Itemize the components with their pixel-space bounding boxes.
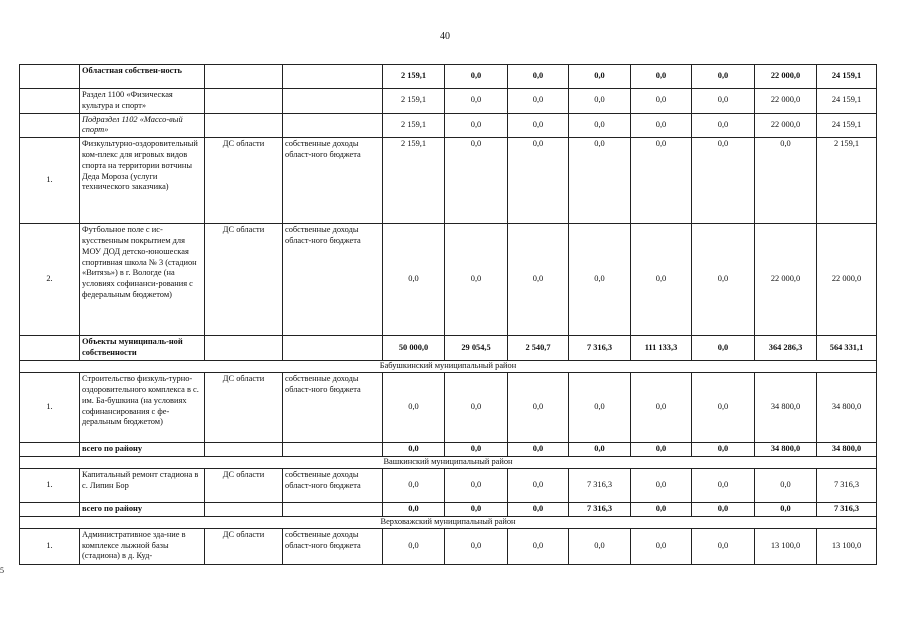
budget-table — [19, 64, 877, 565]
value-cell: 34 800,0 — [817, 373, 877, 443]
value-cell: 0,0 — [631, 528, 692, 564]
value-cell: 0,0 — [445, 468, 508, 502]
value-cell: 0,0 — [445, 89, 508, 114]
value-cell: 0,0 — [755, 468, 817, 502]
value-cell: 24 159,1 — [817, 65, 877, 89]
value-cell: 2 159,1 — [383, 65, 445, 89]
value-cell: 50 000,0 — [383, 336, 445, 361]
funding-source-cell — [283, 65, 383, 89]
row-index — [20, 65, 80, 89]
value-cell: 2 159,1 — [383, 113, 445, 138]
section-row — [20, 361, 877, 373]
value-cell: 564 331,1 — [817, 336, 877, 361]
section-row — [20, 456, 877, 468]
value-cell: 0,0 — [569, 65, 631, 89]
customer-cell: ДС области — [205, 138, 283, 224]
row-index — [20, 336, 80, 361]
value-cell: 22 000,0 — [755, 113, 817, 138]
funding-source-cell — [283, 113, 383, 138]
value-cell: 364 286,3 — [755, 336, 817, 361]
table-row — [20, 468, 877, 502]
value-cell: 0,0 — [445, 528, 508, 564]
value-cell: 0,0 — [692, 336, 755, 361]
value-cell: 0,0 — [692, 224, 755, 336]
table-row — [20, 528, 877, 564]
value-cell: 0,0 — [569, 89, 631, 114]
table-row — [20, 502, 877, 516]
value-cell: 0,0 — [692, 468, 755, 502]
funding-source-cell: собственные доходы област-ного бюджета — [283, 138, 383, 224]
table-row — [20, 89, 877, 114]
value-cell: 0,0 — [569, 373, 631, 443]
funding-source-cell: собственные доходы област-ного бюджета — [283, 373, 383, 443]
value-cell: 0,0 — [631, 113, 692, 138]
table-row — [20, 113, 877, 138]
value-cell: 0,0 — [508, 502, 569, 516]
value-cell: 0,0 — [692, 373, 755, 443]
value-cell: 0,0 — [692, 65, 755, 89]
row-index — [20, 502, 80, 516]
value-cell: 0,0 — [631, 502, 692, 516]
value-cell: 0,0 — [445, 373, 508, 443]
table-body — [20, 65, 877, 565]
value-cell: 0,0 — [569, 528, 631, 564]
customer-cell: ДС области — [205, 224, 283, 336]
value-cell: 0,0 — [445, 224, 508, 336]
row-index: 1. — [20, 373, 80, 443]
page-number: 40 — [440, 31, 450, 42]
value-cell: 0,0 — [569, 224, 631, 336]
table-row — [20, 373, 877, 443]
value-cell: 0,0 — [508, 113, 569, 138]
value-cell: 0,0 — [569, 138, 631, 224]
customer-cell — [205, 89, 283, 114]
customer-cell — [205, 113, 283, 138]
value-cell: 0,0 — [383, 224, 445, 336]
value-cell: 0,0 — [383, 373, 445, 443]
value-cell: 0,0 — [692, 113, 755, 138]
value-cell: 7 316,3 — [569, 336, 631, 361]
customer-cell: ДС области — [205, 373, 283, 443]
funding-source-cell — [283, 502, 383, 516]
value-cell: 0,0 — [631, 443, 692, 457]
funding-source-cell: собственные доходы област-ного бюджета — [283, 224, 383, 336]
value-cell: 0,0 — [692, 528, 755, 564]
value-cell: 0,0 — [755, 138, 817, 224]
customer-cell: ДС области — [205, 528, 283, 564]
customer-cell — [205, 502, 283, 516]
margin-mark: 5 — [0, 566, 4, 575]
object-name: Административное зда-ние в комплексе лыжной базы (стадиона) в д. Куд- — [80, 528, 205, 564]
section-title: Вашкинский муниципальный район — [20, 456, 877, 468]
value-cell: 0,0 — [445, 502, 508, 516]
table-row — [20, 443, 877, 457]
object-name: Капитальный ремонт стадиона в с. Липин Бор — [80, 468, 205, 502]
customer-cell — [205, 336, 283, 361]
value-cell: 7 316,3 — [817, 502, 877, 516]
value-cell: 0,0 — [445, 443, 508, 457]
value-cell: 7 316,3 — [569, 502, 631, 516]
row-index: 1. — [20, 528, 80, 564]
table-row — [20, 336, 877, 361]
value-cell: 0,0 — [508, 528, 569, 564]
row-index — [20, 443, 80, 457]
table-row — [20, 65, 877, 89]
value-cell: 24 159,1 — [817, 89, 877, 114]
value-cell: 0,0 — [508, 468, 569, 502]
value-cell: 22 000,0 — [755, 224, 817, 336]
object-name: всего по району — [80, 443, 205, 457]
funding-source-cell — [283, 89, 383, 114]
row-index: 1. — [20, 138, 80, 224]
value-cell: 2 159,1 — [817, 138, 877, 224]
value-cell: 0,0 — [445, 65, 508, 89]
customer-cell — [205, 65, 283, 89]
funding-source-cell: собственные доходы област-ного бюджета — [283, 528, 383, 564]
value-cell: 22 000,0 — [755, 65, 817, 89]
section-title: Верховажский муниципальный район — [20, 516, 877, 528]
value-cell: 34 800,0 — [755, 373, 817, 443]
row-index — [20, 113, 80, 138]
value-cell: 7 316,3 — [569, 468, 631, 502]
value-cell: 111 133,3 — [631, 336, 692, 361]
value-cell: 0,0 — [631, 373, 692, 443]
table-row — [20, 224, 877, 336]
value-cell: 0,0 — [508, 224, 569, 336]
funding-source-cell — [283, 443, 383, 457]
object-name: Строительство физкуль-турно-оздоровительного комплекса в с. им. Ба-бушкина (на условиях софинансирования с фе-деральным бюджетом) — [80, 373, 205, 443]
value-cell: 0,0 — [508, 65, 569, 89]
value-cell: 0,0 — [692, 502, 755, 516]
value-cell: 7 316,3 — [817, 468, 877, 502]
value-cell: 0,0 — [383, 528, 445, 564]
table-row — [20, 138, 877, 224]
value-cell: 0,0 — [755, 502, 817, 516]
object-name: Объекты муниципаль-ной собственности — [80, 336, 205, 361]
value-cell: 0,0 — [445, 113, 508, 138]
object-name: Областная собствен-ность — [80, 65, 205, 89]
customer-cell: ДС области — [205, 468, 283, 502]
value-cell: 2 540,7 — [508, 336, 569, 361]
value-cell: 0,0 — [631, 468, 692, 502]
row-index: 1. — [20, 468, 80, 502]
value-cell: 0,0 — [631, 89, 692, 114]
value-cell: 0,0 — [508, 373, 569, 443]
value-cell: 0,0 — [445, 138, 508, 224]
value-cell: 0,0 — [383, 502, 445, 516]
customer-cell — [205, 443, 283, 457]
funding-source-cell — [283, 336, 383, 361]
object-name: Футбольное поле с ис-кусственным покрытием для МОУ ДОД детско-юношеская спортивная школа № 3 (стадион «Витязь») в г. Вологде (на условиях софинанси-рования с федеральным бюджетом) — [80, 224, 205, 336]
value-cell: 0,0 — [569, 113, 631, 138]
row-index — [20, 89, 80, 114]
section-row — [20, 516, 877, 528]
value-cell: 22 000,0 — [755, 89, 817, 114]
value-cell: 0,0 — [692, 89, 755, 114]
value-cell: 0,0 — [383, 468, 445, 502]
funding-source-cell: собственные доходы област-ного бюджета — [283, 468, 383, 502]
row-index: 2. — [20, 224, 80, 336]
value-cell: 2 159,1 — [383, 138, 445, 224]
value-cell: 0,0 — [508, 89, 569, 114]
value-cell: 0,0 — [508, 443, 569, 457]
value-cell: 0,0 — [631, 224, 692, 336]
value-cell: 0,0 — [383, 443, 445, 457]
object-name: всего по району — [80, 502, 205, 516]
value-cell: 0,0 — [631, 138, 692, 224]
value-cell: 13 100,0 — [755, 528, 817, 564]
value-cell: 29 054,5 — [445, 336, 508, 361]
section-title: Бабушкинский муниципальный район — [20, 361, 877, 373]
object-name: Физкультурно-оздоровительный ком-плекс для игровых видов спорта на территории вотчины Деда Мороза (услуги технического заказчика) — [80, 138, 205, 224]
object-name: Раздел 1100 «Физическая культура и спорт» — [80, 89, 205, 114]
value-cell: 34 800,0 — [755, 443, 817, 457]
value-cell: 34 800,0 — [817, 443, 877, 457]
value-cell: 22 000,0 — [817, 224, 877, 336]
value-cell: 24 159,1 — [817, 113, 877, 138]
value-cell: 0,0 — [569, 443, 631, 457]
value-cell: 2 159,1 — [383, 89, 445, 114]
value-cell: 0,0 — [508, 138, 569, 224]
value-cell: 0,0 — [692, 138, 755, 224]
value-cell: 0,0 — [631, 65, 692, 89]
value-cell: 0,0 — [692, 443, 755, 457]
object-name: Подраздел 1102 «Массо-вый спорт» — [80, 113, 205, 138]
value-cell: 13 100,0 — [817, 528, 877, 564]
